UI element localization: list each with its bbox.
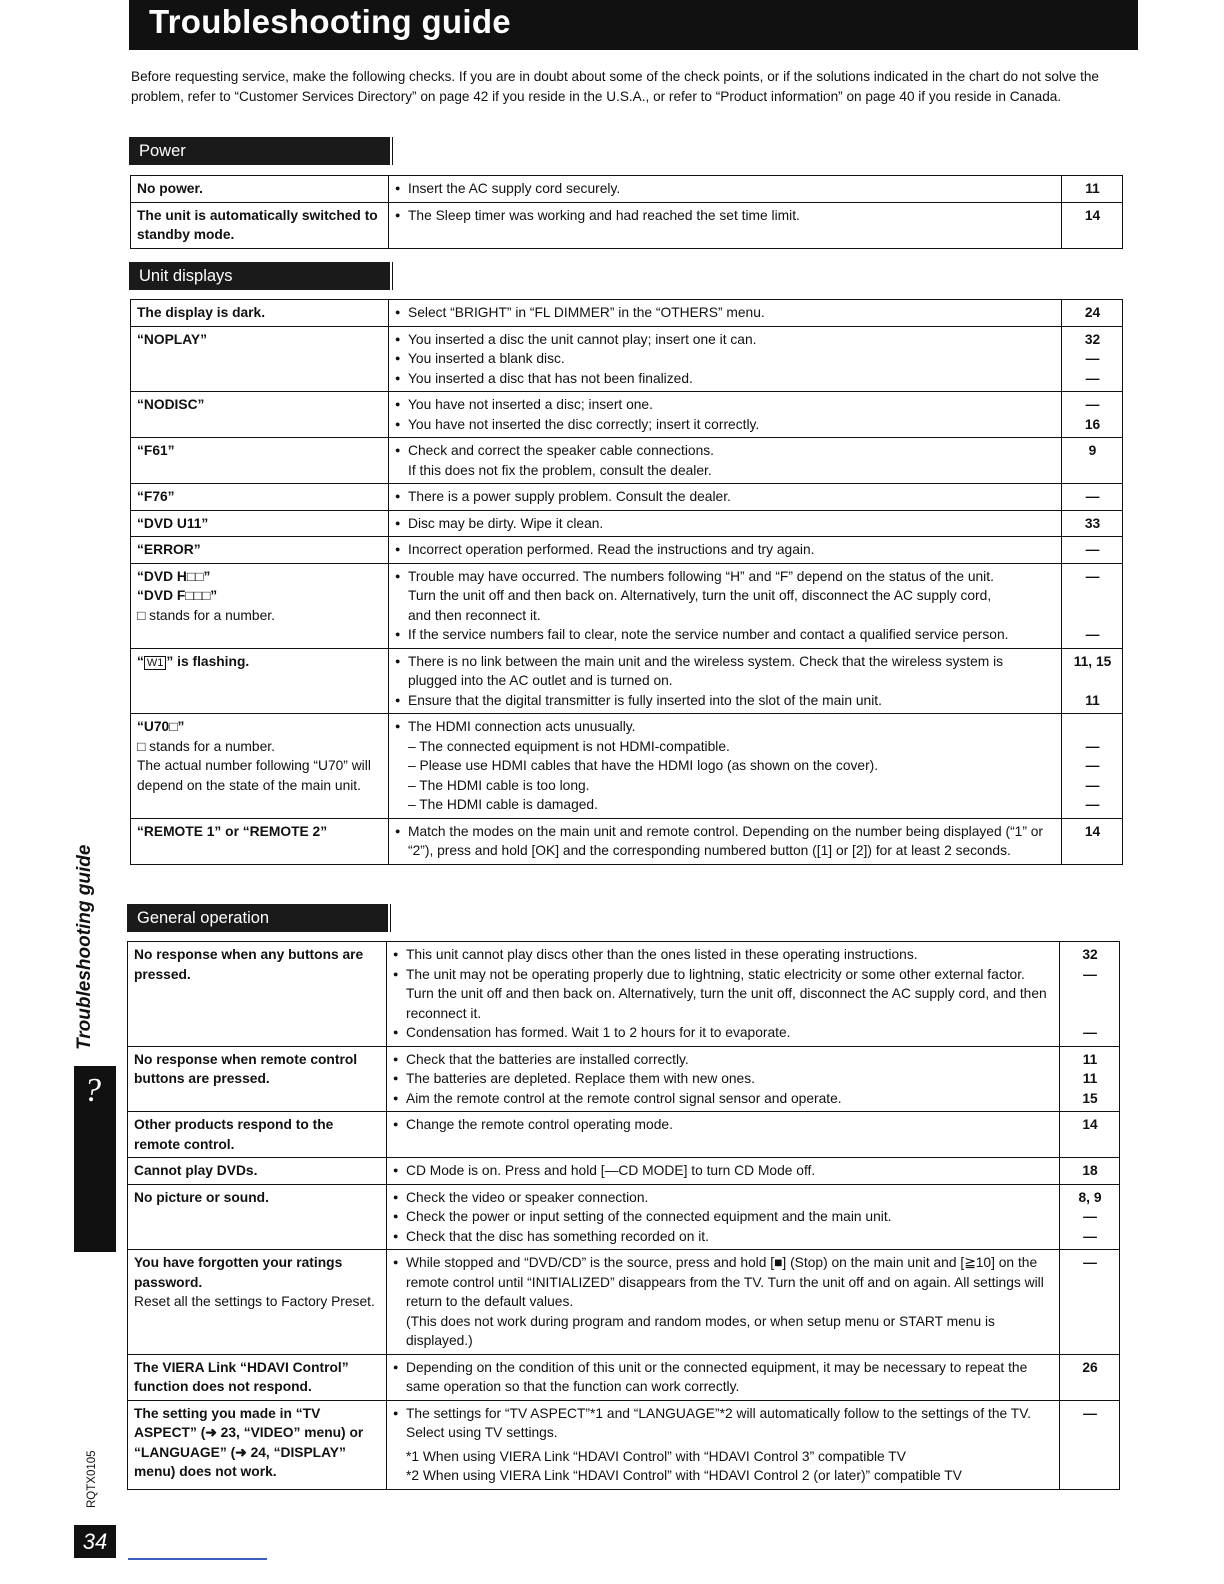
general-operation-table: [127, 941, 1120, 1490]
problem-cell: “DVD U11”: [131, 510, 389, 537]
problem-cell: “U70□” □ stands for a number. The actual number following “U70” will depend on the state of the main unit.: [131, 714, 389, 819]
problem-cell: The display is dark.: [131, 300, 389, 327]
solution-cell: ● While stopped and “DVD/CD” is the source, press and hold [■] (Stop) on the main unit and [≧10] on the remote control until “INITIALIZED” disappears from the TV. Turn the unit off and on again. All settings will return to the default values. (This does not work during program and random modes, or when setup menu or START menu is displayed.): [387, 1250, 1060, 1355]
solution-cell: ● Select “BRIGHT” in “FL DIMMER” in the “OTHERS” menu.: [389, 300, 1062, 327]
table-row: [131, 202, 1123, 248]
side-section-label: Troubleshooting guide: [74, 844, 95, 1050]
table-row: [131, 648, 1123, 714]
solution-cell: ● Depending on the condition of this unit or the connected equipment, it may be necessary to repeat the same operation so that the function can work correctly.: [387, 1354, 1060, 1400]
table-row: [131, 392, 1123, 438]
problem-cell: “ERROR”: [131, 537, 389, 564]
solution-cell: ● Insert the AC supply cord securely.: [389, 176, 1062, 203]
solution-cell: ● Incorrect operation performed. Read the instructions and try again.: [389, 537, 1062, 564]
page-ref: 14: [1062, 202, 1123, 248]
page-ref: —: [1062, 484, 1123, 511]
page-ref: 11 11 15: [1060, 1046, 1120, 1112]
question-mark-icon: ?: [84, 1072, 101, 1109]
solution-cell: ● Match the modes on the main unit and remote control. Depending on the number being displayed (“1” or “2”), press and hold [OK] and the corresponding numbered button ([1] or [2]) for at least 2 seconds.: [389, 818, 1062, 864]
power-table: [130, 175, 1123, 249]
page-ref: 33: [1062, 510, 1123, 537]
solution-cell: ● Change the remote control operating mode.: [387, 1112, 1060, 1158]
solution-cell: ● Check and correct the speaker cable connections. If this does not fix the problem, consult the dealer.: [389, 438, 1062, 484]
solution-cell: ● You inserted a disc the unit cannot play; insert one it can. ● You inserted a blank disc. ● You inserted a disc that has not been finalized.: [389, 326, 1062, 392]
page-ref: 14: [1062, 818, 1123, 864]
document-code: RQTX0105: [86, 1450, 98, 1508]
page-ref: 32 — —: [1062, 326, 1123, 392]
section-heading-general-operation: General operation: [127, 904, 388, 932]
problem-cell: “F76”: [131, 484, 389, 511]
table-row: [131, 176, 1123, 203]
table-row: [131, 563, 1123, 648]
section-heading-unit-displays: Unit displays: [129, 262, 390, 290]
problem-cell: “DVD H□□” “DVD F□□□” □ stands for a number.: [131, 563, 389, 648]
problem-cell: “NOPLAY”: [131, 326, 389, 392]
table-row: [131, 537, 1123, 564]
table-row: [128, 1158, 1120, 1185]
solution-cell: ● Check that the batteries are installed correctly. ● The batteries are depleted. Replace them with new ones. ● Aim the remote control at the remote control signal sensor and operate.: [387, 1046, 1060, 1112]
problem-cell: Other products respond to the remote control.: [128, 1112, 387, 1158]
solution-cell: ● There is a power supply problem. Consult the dealer.: [389, 484, 1062, 511]
page-ref: —: [1060, 1250, 1120, 1355]
table-row: [131, 300, 1123, 327]
table-row: [128, 1184, 1120, 1250]
problem-cell: No power.: [131, 176, 389, 203]
problem-cell: You have forgotten your ratings password. Reset all the settings to Factory Preset.: [128, 1250, 387, 1355]
table-row: [128, 1400, 1120, 1489]
problem-cell: “REMOTE 1” or “REMOTE 2”: [131, 818, 389, 864]
page-ref: — 16: [1062, 392, 1123, 438]
table-row: [128, 1046, 1120, 1112]
table-row: [131, 510, 1123, 537]
solution-cell: ● The HDMI connection acts unusually. – The connected equipment is not HDMI-compatible. – Please use HDMI cables that have the HDMI logo (as shown on the cover). – The HDMI cable is too long. – The HDMI cable is damaged.: [389, 714, 1062, 819]
page-number: 34: [74, 1525, 116, 1558]
page-ref: —: [1062, 537, 1123, 564]
solution-cell: ● You have not inserted a disc; insert one. ● You have not inserted the disc correctly; insert it correctly.: [389, 392, 1062, 438]
page-ref: — — — —: [1062, 714, 1123, 819]
page-ref: 32 — —: [1060, 942, 1120, 1047]
solution-cell: ● Trouble may have occurred. The numbers following “H” and “F” depend on the status of the unit. Turn the unit off and then back on. Alternatively, turn the unit off, disconnect the AC supply cord, and then reconnect it. ● If the service numbers fail to clear, note the service number and contact a qualified service person.: [389, 563, 1062, 648]
problem-cell: “ W1 ” is flashing.: [131, 648, 389, 714]
page-ref: 24: [1062, 300, 1123, 327]
solution-cell: ● Disc may be dirty. Wipe it clean.: [389, 510, 1062, 537]
solution-cell: ● CD Mode is on. Press and hold [—CD MODE] to turn CD Mode off.: [387, 1158, 1060, 1185]
problem-cell: No response when any buttons are pressed.: [128, 942, 387, 1047]
table-row: [128, 1354, 1120, 1400]
page-title-bar: [129, 0, 1138, 50]
page-ref: 9: [1062, 438, 1123, 484]
page-ref: — —: [1062, 563, 1123, 648]
table-row: [128, 1250, 1120, 1355]
table-row: [131, 818, 1123, 864]
solution-cell: ● There is no link between the main unit and the wireless system. Check that the wireless system is plugged into the AC outlet and is turned on. ● Ensure that the digital transmitter is fully inserted into the slot of the main unit.: [389, 648, 1062, 714]
section-heading-power: Power: [129, 137, 390, 165]
problem-cell: Cannot play DVDs.: [128, 1158, 387, 1185]
solution-cell: ● The Sleep timer was working and had reached the set time limit.: [389, 202, 1062, 248]
table-row: [131, 438, 1123, 484]
table-row: [131, 326, 1123, 392]
intro-paragraph: Before requesting service, make the following checks. If you are in doubt about some of the check points, or if the solutions indicated in the chart do not solve the problem, refer to “Customer Services Directory” on page 42 if you reside in the U.S.A., or refer to “Product information” on page 40 if you reside in Canada.: [131, 69, 1099, 104]
page-ref: 26: [1060, 1354, 1120, 1400]
problem-cell: “F61”: [131, 438, 389, 484]
page-ref: 18: [1060, 1158, 1120, 1185]
page-ref: 14: [1060, 1112, 1120, 1158]
problem-cell: “NODISC”: [131, 392, 389, 438]
problem-cell: The unit is automatically switched to standby mode.: [131, 202, 389, 248]
solution-cell: ● This unit cannot play discs other than the ones listed in these operating instructions. ● The unit may not be operating properly due to lightning, static electricity or some other external factor. Turn the unit off and then back on. Alternatively, turn the unit off, disconnect the AC supply cord, and then reconnect it. ● Condensation has formed. Wait 1 to 2 hours for it to evaporate.: [387, 942, 1060, 1047]
problem-cell: No picture or sound.: [128, 1184, 387, 1250]
table-row: [131, 484, 1123, 511]
solution-cell: ● The settings for “TV ASPECT”*1 and “LANGUAGE”*2 will automatically follow to the settings of the TV. Select using TV settings. *1 When using VIERA Link “HDAVI Control” with “HDAVI Control 3” compatible TV *2 When using VIERA Link “HDAVI Control” with “HDAVI Control 2 (or later)” compatible TV: [387, 1400, 1060, 1489]
problem-cell: The VIERA Link “HDAVI Control” function does not respond.: [128, 1354, 387, 1400]
page-ref: 11, 15 11: [1062, 648, 1123, 714]
side-tab-marker: [74, 1066, 116, 1252]
wireless-indicator-icon: W1: [144, 656, 167, 670]
table-row: [128, 942, 1120, 1047]
bottom-rule: [128, 1558, 267, 1560]
unit-displays-table: [130, 299, 1123, 865]
problem-cell: No response when remote control buttons are pressed.: [128, 1046, 387, 1112]
page-title: Troubleshooting guide: [149, 3, 511, 40]
page-ref: 8, 9 — —: [1060, 1184, 1120, 1250]
page-ref: —: [1060, 1400, 1120, 1489]
table-row: [128, 1112, 1120, 1158]
solution-cell: ● Check the video or speaker connection. ● Check the power or input setting of the connected equipment and the main unit. ● Check that the disc has something recorded on it.: [387, 1184, 1060, 1250]
table-row: [131, 714, 1123, 819]
problem-cell: The setting you made in “TV ASPECT” (➜ 23, “VIDEO” menu) or “LANGUAGE” (➜ 24, “DISPLAY” menu) does not work.: [128, 1400, 387, 1489]
page-ref: 11: [1062, 176, 1123, 203]
